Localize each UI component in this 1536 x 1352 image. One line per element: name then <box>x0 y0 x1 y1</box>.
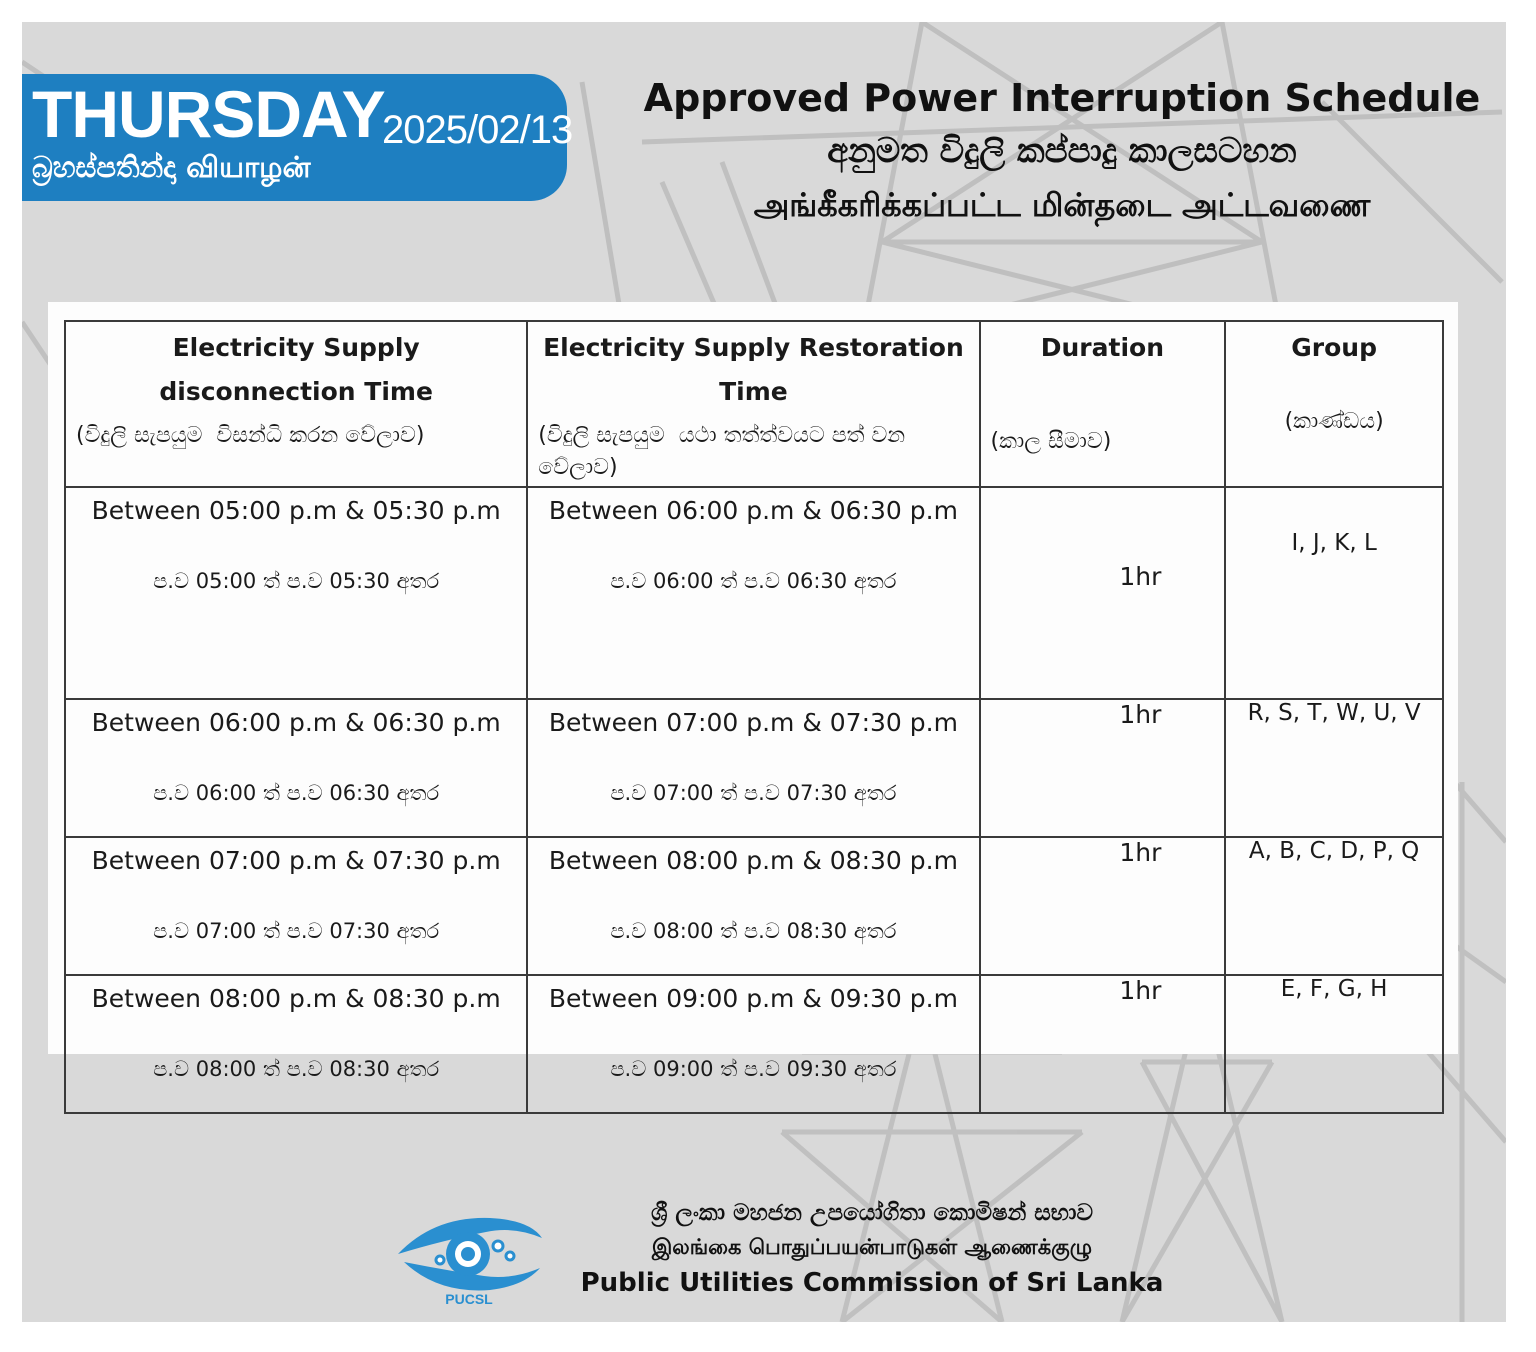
time-english: Between 05:00 p.m & 05:30 p.m <box>91 496 501 525</box>
schedule-table <box>64 320 1444 1114</box>
header-title: Electricity Supply disconnection Time <box>159 333 433 406</box>
day-name: THURSDAY <box>32 77 385 151</box>
restoration-time-cell <box>527 487 979 699</box>
time-local: ප.ව 08:00 ත් ප.ව 08:30 අතර <box>610 919 897 943</box>
header-local: (විදුලි සැපයුම විසන්ධි කරන වේලාව) <box>76 423 425 448</box>
time-local: ප.ව 06:00 ත් ප.ව 06:30 අතර <box>153 781 440 805</box>
footer <box>22 1182 1506 1322</box>
disconnection-time-cell <box>65 975 527 1113</box>
duration-cell: 1hr <box>980 837 1226 975</box>
duration-cell: 1hr <box>980 975 1226 1113</box>
table-row <box>65 487 1443 699</box>
time-local: ප.ව 09:00 ත් ප.ව 09:30 අතර <box>610 1057 897 1081</box>
organization-tamil: இலங்கை பொதுப்பயன்பாடுகள் ஆணைக்குழு <box>651 1235 1093 1259</box>
group-cell: R, S, T, W, U, V <box>1225 699 1443 837</box>
day-banner <box>22 74 573 201</box>
header-local: (කාල සීමාව) <box>990 429 1112 454</box>
schedule-poster <box>22 22 1506 1322</box>
time-local: ප.ව 06:00 ත් ප.ව 06:30 අතර <box>610 569 897 593</box>
schedule-table-card <box>48 302 1458 1081</box>
header-title: Electricity Supply Restoration Time <box>543 333 964 406</box>
disconnection-time-cell <box>65 487 527 699</box>
footer-organization <box>562 1196 1182 1302</box>
time-local: ප.ව 05:00 ත් ප.ව 05:30 අතර <box>153 569 440 593</box>
time-english: Between 06:00 p.m & 06:30 p.m <box>91 708 501 737</box>
time-english: Between 08:00 p.m & 08:30 p.m <box>548 846 958 875</box>
group-cell: I, J, K, L <box>1225 487 1443 699</box>
table-row <box>65 699 1443 837</box>
header-local: (විදුලි සැපයුම යථා තත්ත්වයට පත් වන වේලාව) <box>538 423 906 480</box>
header-title: Group <box>1291 333 1377 362</box>
day-name-local: බ්‍රහස්පතින්දා வியாழன் <box>32 150 311 184</box>
group-cell: A, B, C, D, P, Q <box>1225 837 1443 975</box>
duration-cell: 1hr <box>980 699 1226 837</box>
table-header-row <box>65 321 1443 487</box>
title-sinhala: අනුමත විදුලි කප්පාදු කාලසටහන <box>827 131 1297 171</box>
header-restoration-time <box>527 321 979 487</box>
header-disconnection-time <box>65 321 527 487</box>
time-english: Between 07:00 p.m & 07:30 p.m <box>548 708 958 737</box>
time-local: ප.ව 08:00 ත් ප.ව 08:30 අතර <box>153 1057 440 1081</box>
time-local: ප.ව 07:00 ත් ප.ව 07:30 අතර <box>610 781 897 805</box>
organization-english: Public Utilities Commission of Sri Lanka <box>580 1268 1164 1298</box>
pucsl-logo-icon <box>394 1210 544 1306</box>
restoration-time-cell <box>527 975 979 1113</box>
group-cell: E, F, G, H <box>1225 975 1443 1113</box>
time-english: Between 07:00 p.m & 07:30 p.m <box>91 846 501 875</box>
organization-sinhala: ශ්‍රී ලංකා මහජන උපයෝගිතා කොමිෂන් සභාව <box>650 1200 1093 1226</box>
duration-cell: 1hr <box>980 487 1226 699</box>
time-english: Between 09:00 p.m & 09:30 p.m <box>548 984 958 1013</box>
restoration-time-cell <box>527 837 979 975</box>
title-english: Approved Power Interruption Schedule <box>643 76 1481 120</box>
header-local: (කාණ්ඩය) <box>1284 409 1384 434</box>
time-local: ප.ව 07:00 ත් ප.ව 07:30 අතර <box>153 919 440 943</box>
title-tamil: அங்கீகரிக்கப்பட்ட மின்தடை அட்டவணை <box>753 186 1371 224</box>
time-english: Between 08:00 p.m & 08:30 p.m <box>91 984 501 1013</box>
header-duration <box>980 321 1226 487</box>
schedule-date: 2025/02/13 <box>382 108 573 152</box>
time-english: Between 06:00 p.m & 06:30 p.m <box>548 496 958 525</box>
title-block <box>622 72 1502 232</box>
logo-text: PUCSL <box>445 1291 493 1306</box>
restoration-time-cell <box>527 699 979 837</box>
table-row <box>65 837 1443 975</box>
disconnection-time-cell <box>65 837 527 975</box>
header-title: Duration <box>1040 333 1164 362</box>
header-group <box>1225 321 1443 487</box>
disconnection-time-cell <box>65 699 527 837</box>
table-row <box>65 975 1443 1113</box>
